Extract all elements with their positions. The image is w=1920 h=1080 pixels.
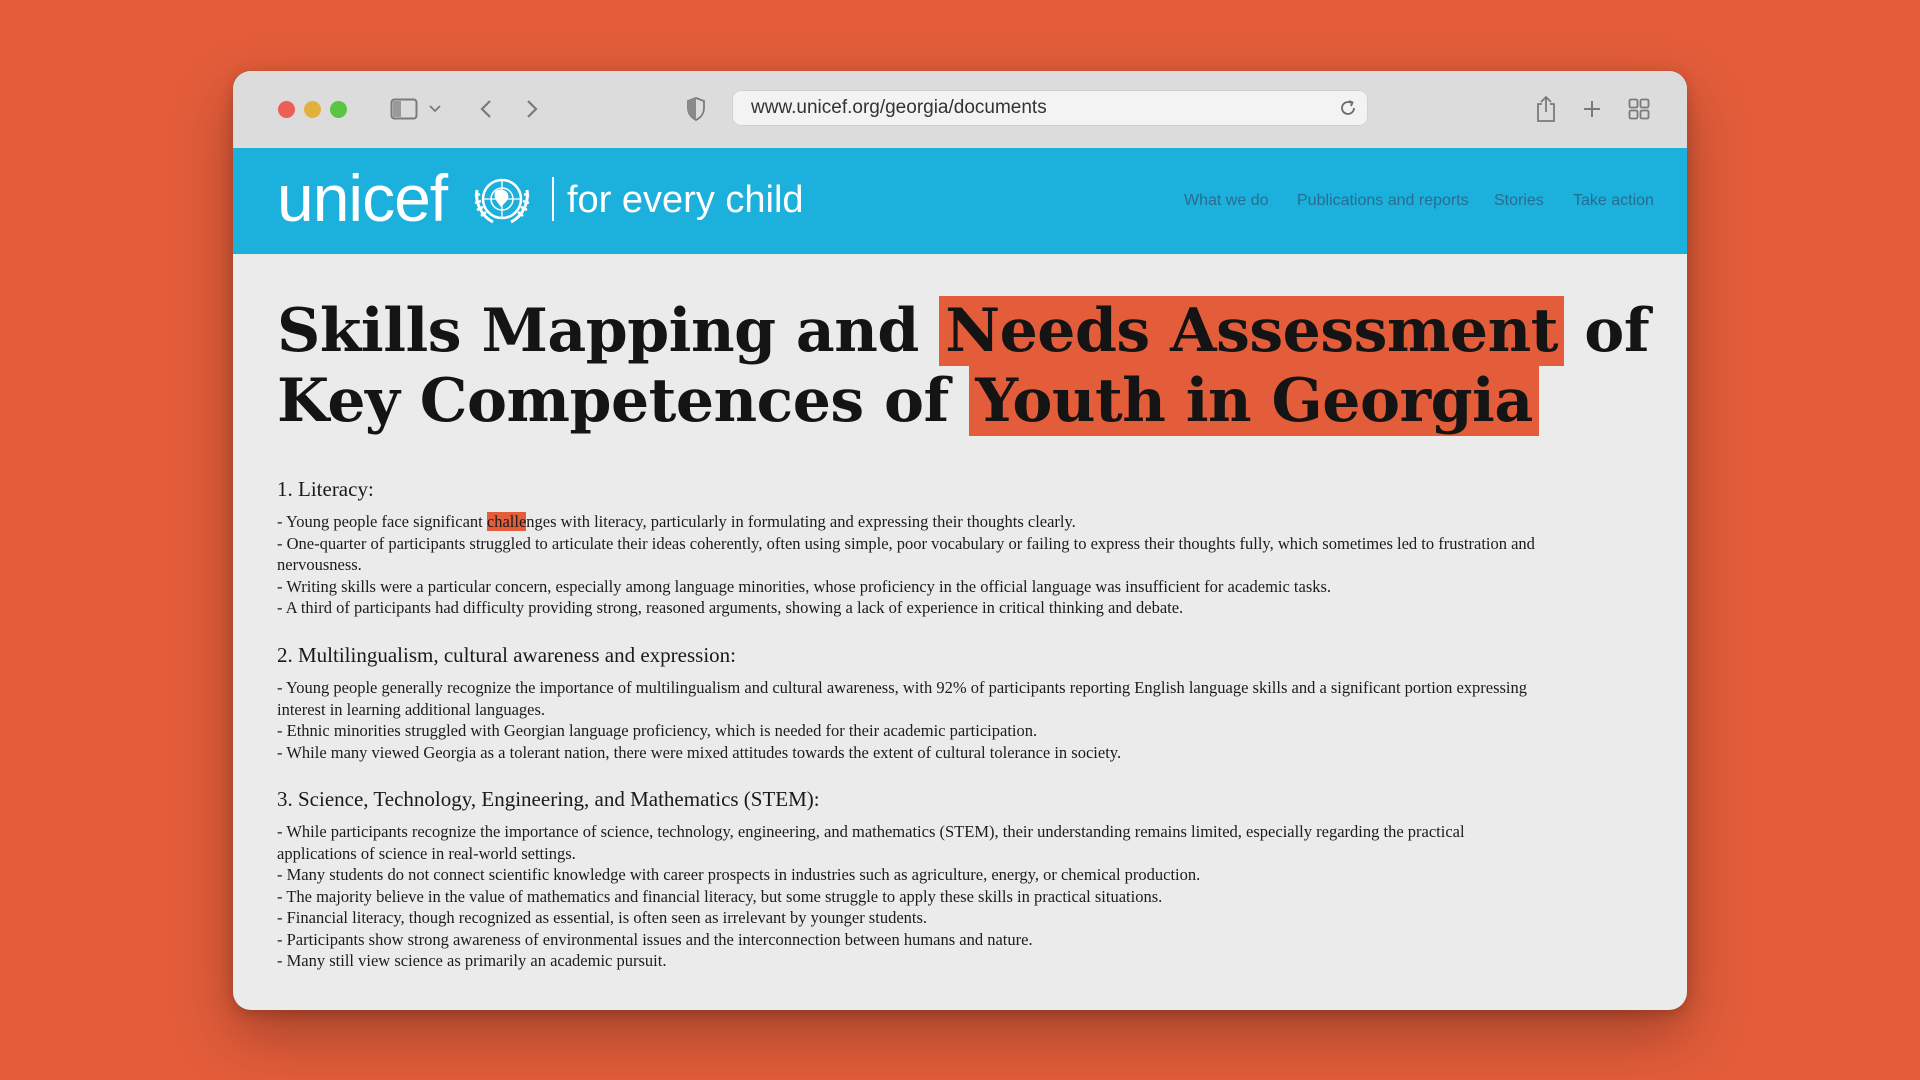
new-tab-plus-icon[interactable] [1582,93,1602,125]
bullet-item: - The majority believe in the value of mathematics and financial literacy, but some struggle to apply these skills in practical situations. [277,886,1163,906]
stem-bullets [277,821,1547,972]
section-heading-multilingualism: 2. Multilingualism, cultural awareness and expression: [277,643,736,667]
title-part-1: Skills Mapping and [277,296,940,366]
bullet-item: - Writing skills were a particular concern, especially among language minorities, whose proficiency in the official language was insufficient for academic tasks. [277,576,1332,596]
bullet-item: - While participants recognize the importance of science, technology, engineering, and mathematics (STEM), their understanding remains limited, especially regarding the practical applications of science in real-world settings. [277,822,1465,863]
address-url[interactable]: www.unicef.org/georgia/documents [751,97,1047,118]
bullet-item: - Young people generally recognize the importance of multilingualism and cultural awareness, with 92% of participants reporting English language skills and a significant portion expressing interest in learning additional languages. [277,678,1528,719]
back-chevron-icon[interactable] [479,93,493,125]
bullet-item: - Many still view science as primarily an academic pursuit. [277,951,667,970]
section-heading-stem: 3. Science, Technology, Engineering, and Mathematics (STEM): [277,787,820,811]
title-highlight-youth-in-georgia: Youth in Georgia [969,366,1538,436]
bullet-item: - One-quarter of participants struggled to articulate their ideas coherently, often using simple, poor vocabulary or failing to express their thoughts fully, which sometimes led to frustration and nervousness. [277,533,1535,574]
section-heading-literacy: 1. Literacy: [277,477,374,501]
share-icon[interactable] [1535,93,1557,125]
unicef-logo-word[interactable]: unicef [277,161,448,235]
nav-publications-and-reports[interactable]: Publications and reports [1297,192,1469,209]
nav-what-we-do[interactable]: What we do [1184,192,1269,209]
bullet-item: - Participants show strong awareness of environmental issues and the interconnection between humans and nature. [277,929,1033,949]
sidebar-icon[interactable] [390,93,418,125]
logo-divider [552,177,554,221]
forward-chevron-icon[interactable] [525,93,539,125]
document-title [277,296,1657,436]
bullet-item: - Financial literacy, though recognized as essential, is often seen as irrelevant by younger students. [277,908,928,927]
bullet-item: - A third of participants had difficulty providing strong, reasoned arguments, showing a lack of experience in critical thinking and debate. [277,598,1184,617]
title-highlight-needs-assessment: Needs Assessment [939,296,1564,366]
bullet-item: - While many viewed Georgia as a tolerant nation, there were mixed attitudes towards the extent of cultural tolerance in society. [277,742,1122,762]
browser-window [233,71,1687,1010]
nav-stories[interactable]: Stories [1494,192,1544,209]
bullet-text-pre: - Young people face significant [277,512,487,531]
privacy-shield-icon[interactable] [686,93,706,125]
bullet-item [277,511,1547,533]
bullet-item: - Ethnic minorities struggled with Georgian language proficiency, which is needed for their academic participation. [277,721,1038,740]
site-tagline: for every child [567,179,804,221]
tab-overview-icon[interactable] [1628,93,1650,125]
chevron-down-icon[interactable] [429,93,441,125]
bullet-item: - Many students do not connect scientific knowledge with career prospects in industries such as agriculture, energy, or chemical production. [277,865,1201,884]
address-bar[interactable] [732,90,1368,126]
highlighted-word: challe [486,512,527,531]
browser-toolbar [233,71,1687,149]
site-header [233,148,1687,254]
nav-take-action[interactable]: Take action [1573,192,1654,209]
minimize-window-button[interactable] [304,101,321,118]
un-emblem-icon [471,172,533,235]
literacy-bullets [277,511,1547,619]
bullet-text-post: nges with literacy, particularly in formulating and expressing their thoughts clearly. [526,512,1076,531]
reload-icon[interactable] [1338,98,1358,123]
title-part-2: of Key Competences of [277,296,1650,436]
multilingualism-bullets [277,677,1547,763]
close-window-button[interactable] [278,101,295,118]
zoom-window-button[interactable] [330,101,347,118]
